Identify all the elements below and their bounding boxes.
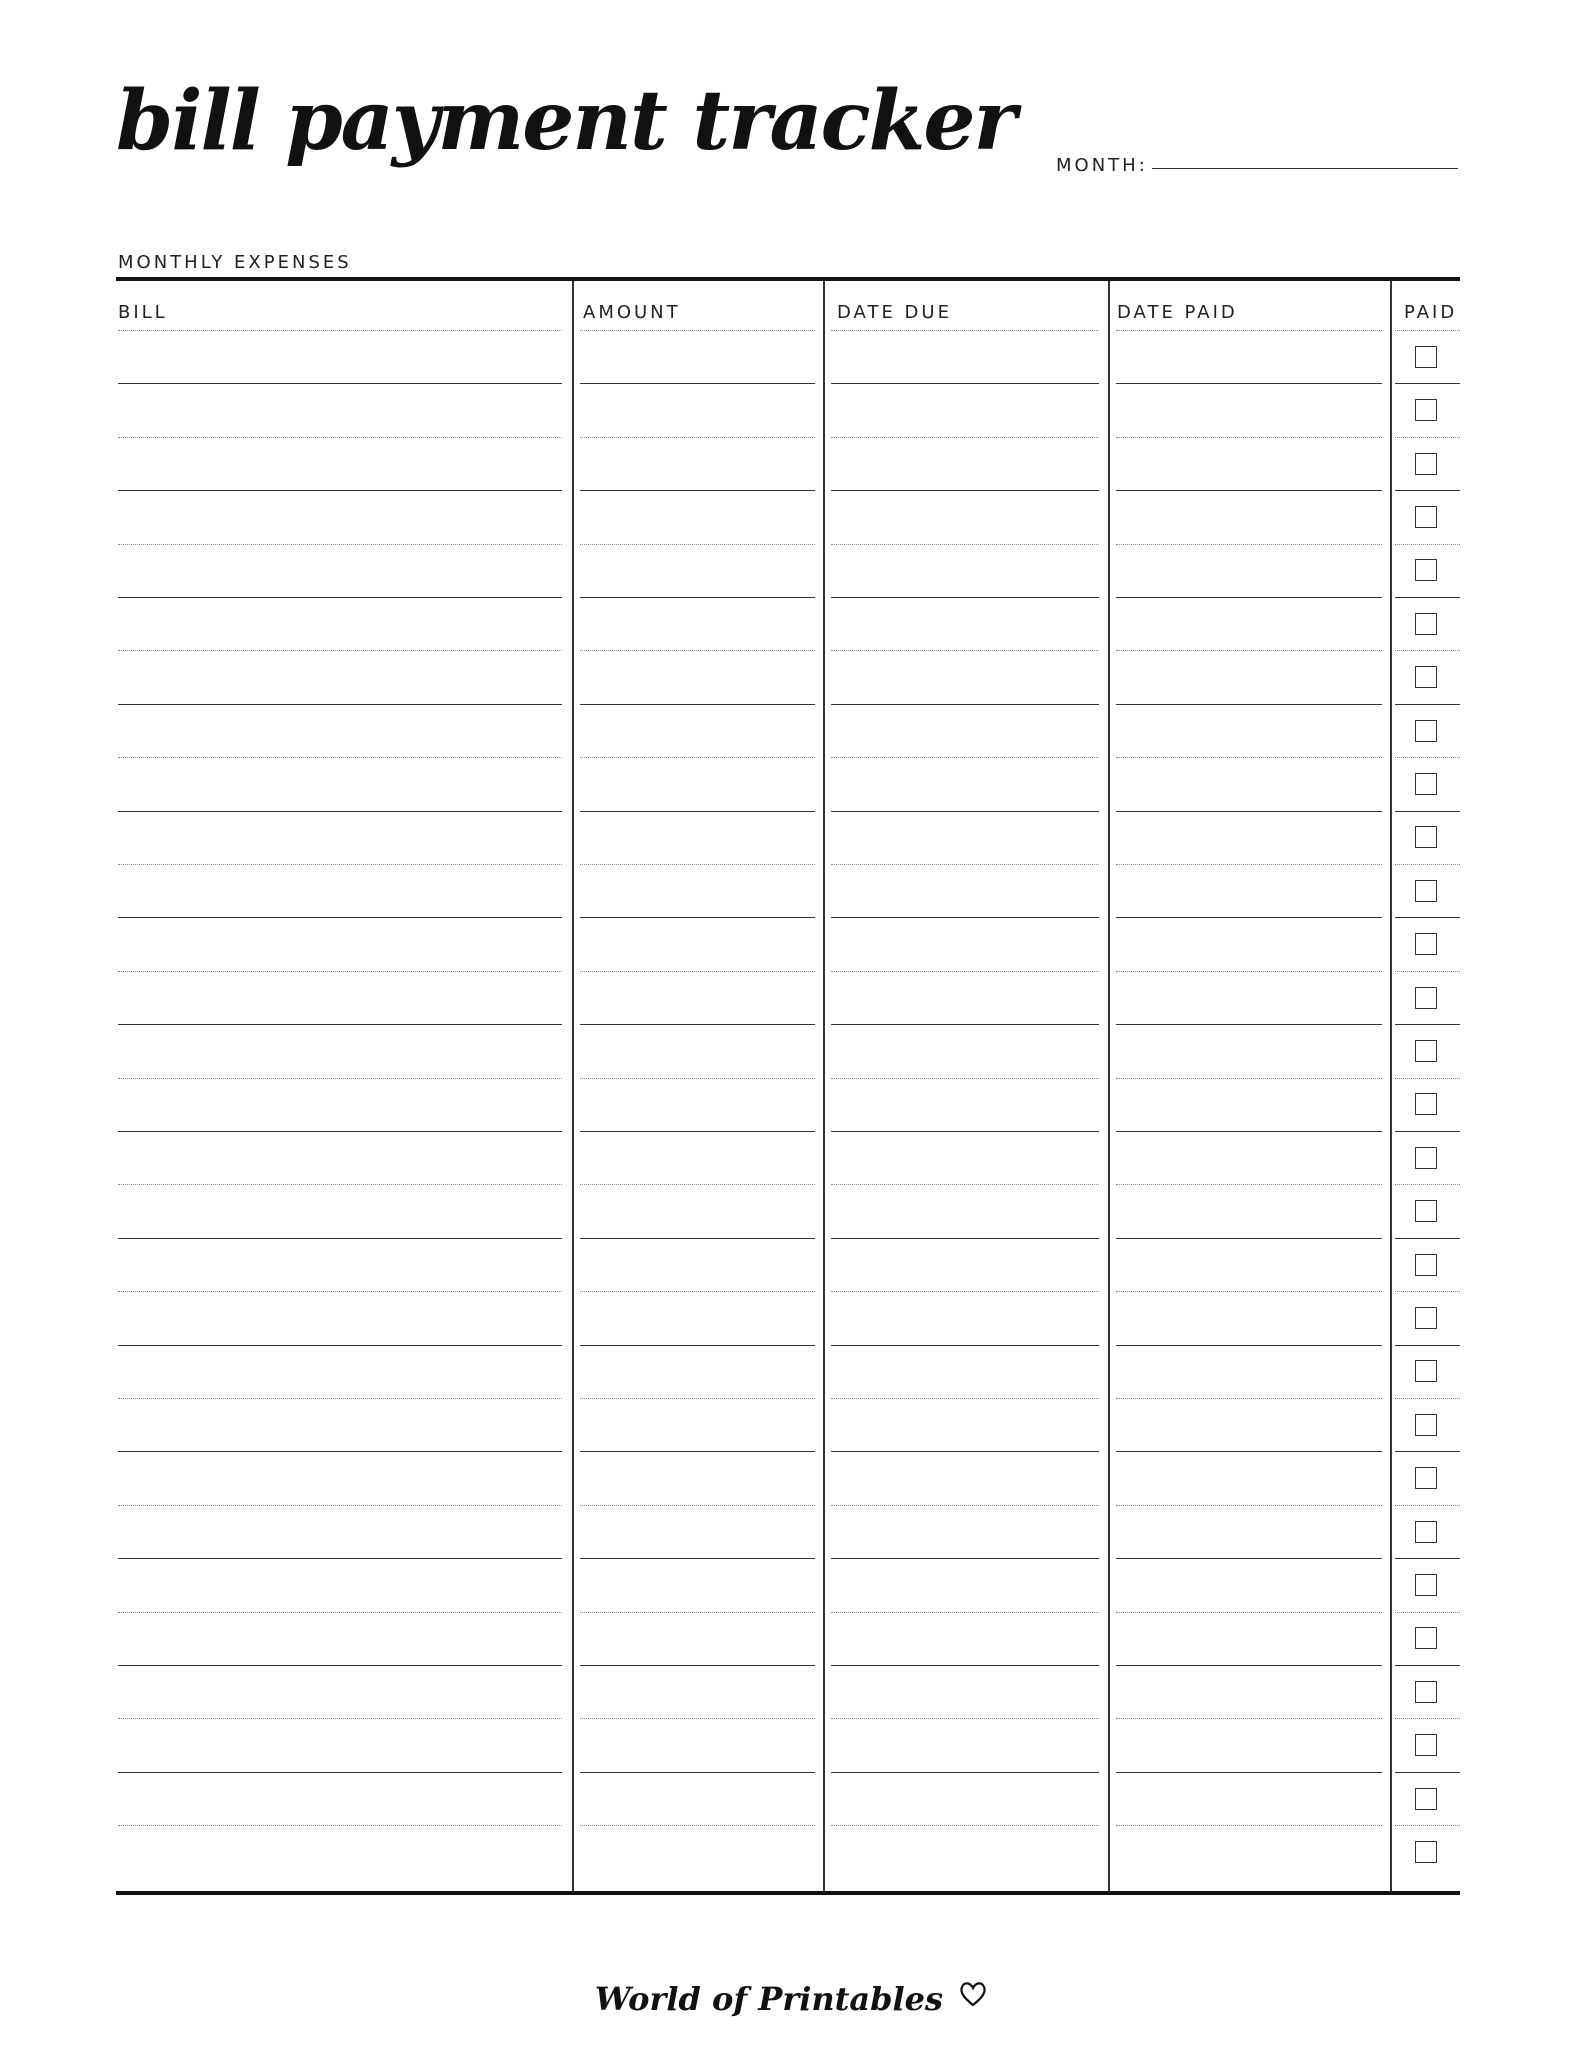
row-dotted-line	[1395, 1505, 1460, 1506]
paid-checkbox[interactable]	[1415, 1414, 1437, 1436]
row-dotted-line	[831, 757, 1099, 758]
row-solid-line	[1395, 1772, 1460, 1773]
row-dotted-line	[580, 971, 815, 972]
column-divider	[1390, 281, 1392, 1891]
row-solid-line	[1116, 1558, 1382, 1559]
row-dotted-line	[118, 1505, 562, 1506]
row-solid-line	[831, 811, 1099, 812]
bill-table	[116, 277, 1460, 1897]
table-top-rule	[116, 277, 1460, 281]
column-header-date-due: DATE DUE	[837, 302, 952, 323]
row-dotted-line	[580, 1612, 815, 1613]
row-solid-line	[831, 1238, 1099, 1239]
row-solid-line	[118, 1024, 562, 1025]
row-solid-line	[1116, 383, 1382, 384]
row-dotted-line	[580, 1291, 815, 1292]
paid-checkbox[interactable]	[1415, 880, 1437, 902]
paid-checkbox[interactable]	[1415, 1467, 1437, 1489]
row-dotted-line	[831, 1291, 1099, 1292]
column-divider	[572, 281, 574, 1891]
row-dotted-line	[1116, 1398, 1382, 1399]
paid-checkbox[interactable]	[1415, 399, 1437, 421]
table-bottom-rule	[116, 1891, 1460, 1895]
row-solid-line	[831, 917, 1099, 918]
row-dotted-line	[580, 1718, 815, 1719]
paid-checkbox[interactable]	[1415, 1360, 1437, 1382]
row-dotted-line	[1395, 1291, 1460, 1292]
row-solid-line	[1395, 383, 1460, 384]
row-dotted-line	[831, 1825, 1099, 1826]
row-dotted-line	[580, 1184, 815, 1185]
brand-name: World of Printables	[594, 1980, 944, 2018]
row-dotted-line	[580, 544, 815, 545]
row-solid-line	[580, 597, 815, 598]
column-header-date-paid: DATE PAID	[1117, 302, 1238, 323]
footer-brand	[0, 1980, 1583, 2018]
row-dotted-line	[1395, 1184, 1460, 1185]
row-solid-line	[1395, 1345, 1460, 1346]
row-dotted-line	[580, 864, 815, 865]
header-dotted-line	[1395, 330, 1460, 331]
row-dotted-line	[1395, 864, 1460, 865]
row-dotted-line	[831, 1505, 1099, 1506]
row-dotted-line	[118, 1078, 562, 1079]
row-dotted-line	[831, 864, 1099, 865]
row-dotted-line	[831, 437, 1099, 438]
row-solid-line	[580, 1238, 815, 1239]
row-solid-line	[580, 1131, 815, 1132]
row-solid-line	[1116, 1238, 1382, 1239]
header-dotted-line	[831, 330, 1099, 331]
row-dotted-line	[831, 1184, 1099, 1185]
row-solid-line	[1395, 811, 1460, 812]
row-dotted-line	[1395, 650, 1460, 651]
row-solid-line	[831, 1665, 1099, 1666]
row-solid-line	[1116, 1024, 1382, 1025]
row-dotted-line	[831, 1718, 1099, 1719]
row-solid-line	[1395, 1024, 1460, 1025]
row-dotted-line	[1395, 757, 1460, 758]
row-dotted-line	[831, 1078, 1099, 1079]
row-solid-line	[831, 1772, 1099, 1773]
row-dotted-line	[118, 544, 562, 545]
row-dotted-line	[118, 1825, 562, 1826]
row-dotted-line	[1116, 1718, 1382, 1719]
row-solid-line	[580, 917, 815, 918]
paid-checkbox[interactable]	[1415, 1788, 1437, 1810]
paid-checkbox[interactable]	[1415, 453, 1437, 475]
row-dotted-line	[580, 650, 815, 651]
row-dotted-line	[1116, 650, 1382, 651]
paid-checkbox[interactable]	[1415, 666, 1437, 688]
paid-checkbox[interactable]	[1415, 1147, 1437, 1169]
paid-checkbox[interactable]	[1415, 613, 1437, 635]
row-solid-line	[831, 1024, 1099, 1025]
row-dotted-line	[1395, 1718, 1460, 1719]
row-solid-line	[580, 1345, 815, 1346]
row-solid-line	[580, 811, 815, 812]
row-dotted-line	[1395, 971, 1460, 972]
column-divider	[823, 281, 825, 1891]
row-solid-line	[1116, 1451, 1382, 1452]
row-dotted-line	[1395, 544, 1460, 545]
row-dotted-line	[580, 1398, 815, 1399]
row-solid-line	[1395, 1451, 1460, 1452]
row-solid-line	[831, 1451, 1099, 1452]
section-label: MONTHLY EXPENSES	[118, 252, 352, 273]
row-solid-line	[1116, 1345, 1382, 1346]
row-dotted-line	[1116, 1825, 1382, 1826]
row-solid-line	[1395, 917, 1460, 918]
row-solid-line	[1116, 811, 1382, 812]
row-dotted-line	[118, 864, 562, 865]
row-dotted-line	[580, 1825, 815, 1826]
row-solid-line	[1395, 1131, 1460, 1132]
row-dotted-line	[118, 650, 562, 651]
row-solid-line	[831, 597, 1099, 598]
column-divider	[1108, 281, 1110, 1891]
row-dotted-line	[831, 650, 1099, 651]
row-dotted-line	[580, 1505, 815, 1506]
row-solid-line	[831, 1558, 1099, 1559]
column-header-bill: BILL	[118, 302, 168, 323]
row-solid-line	[118, 597, 562, 598]
heart-icon	[958, 1980, 988, 2008]
row-solid-line	[1395, 1238, 1460, 1239]
row-solid-line	[118, 917, 562, 918]
paid-checkbox[interactable]	[1415, 773, 1437, 795]
row-dotted-line	[118, 1398, 562, 1399]
row-dotted-line	[1395, 1612, 1460, 1613]
row-solid-line	[118, 1558, 562, 1559]
row-solid-line	[1395, 490, 1460, 491]
row-dotted-line	[831, 544, 1099, 545]
row-dotted-line	[1116, 1184, 1382, 1185]
column-header-paid: PAID	[1404, 302, 1458, 323]
row-dotted-line	[118, 757, 562, 758]
paid-checkbox[interactable]	[1415, 987, 1437, 1009]
header-dotted-line	[118, 330, 562, 331]
paid-checkbox[interactable]	[1415, 1627, 1437, 1649]
row-solid-line	[118, 1451, 562, 1452]
paid-checkbox[interactable]	[1415, 506, 1437, 528]
row-solid-line	[831, 1345, 1099, 1346]
row-solid-line	[580, 1772, 815, 1773]
row-solid-line	[118, 383, 562, 384]
paid-checkbox[interactable]	[1415, 1040, 1437, 1062]
paid-checkbox[interactable]	[1415, 1307, 1437, 1329]
row-dotted-line	[580, 757, 815, 758]
row-solid-line	[1116, 597, 1382, 598]
row-solid-line	[1395, 1558, 1460, 1559]
row-solid-line	[580, 1665, 815, 1666]
page-title: bill payment tracker	[116, 73, 1015, 169]
month-input-line[interactable]	[1152, 168, 1458, 169]
row-dotted-line	[1116, 757, 1382, 758]
row-dotted-line	[1116, 1078, 1382, 1079]
row-solid-line	[1116, 1772, 1382, 1773]
row-solid-line	[831, 1131, 1099, 1132]
row-dotted-line	[831, 1398, 1099, 1399]
row-dotted-line	[580, 1078, 815, 1079]
paid-checkbox[interactable]	[1415, 1093, 1437, 1115]
header-dotted-line	[580, 330, 815, 331]
month-label: MONTH:	[1056, 155, 1148, 176]
row-dotted-line	[1116, 1505, 1382, 1506]
header-dotted-line	[1116, 330, 1382, 331]
paid-checkbox[interactable]	[1415, 1254, 1437, 1276]
row-solid-line	[118, 1131, 562, 1132]
row-dotted-line	[1395, 1398, 1460, 1399]
paid-checkbox[interactable]	[1415, 1841, 1437, 1863]
row-dotted-line	[1395, 1825, 1460, 1826]
row-dotted-line	[1395, 1078, 1460, 1079]
paid-checkbox[interactable]	[1415, 1521, 1437, 1543]
row-dotted-line	[1116, 544, 1382, 545]
row-solid-line	[831, 383, 1099, 384]
row-solid-line	[580, 1451, 815, 1452]
row-solid-line	[118, 1345, 562, 1346]
row-solid-line	[1116, 1131, 1382, 1132]
paid-checkbox[interactable]	[1415, 346, 1437, 368]
paid-checkbox[interactable]	[1415, 1574, 1437, 1596]
paid-checkbox[interactable]	[1415, 559, 1437, 581]
row-dotted-line	[118, 1718, 562, 1719]
row-solid-line	[1116, 490, 1382, 491]
row-solid-line	[1395, 1665, 1460, 1666]
row-solid-line	[1116, 917, 1382, 918]
row-solid-line	[831, 490, 1099, 491]
row-solid-line	[580, 490, 815, 491]
row-solid-line	[580, 1558, 815, 1559]
paid-checkbox[interactable]	[1415, 1734, 1437, 1756]
row-dotted-line	[1116, 971, 1382, 972]
row-solid-line	[1395, 597, 1460, 598]
paid-checkbox[interactable]	[1415, 1200, 1437, 1222]
row-solid-line	[118, 811, 562, 812]
row-solid-line	[1116, 1665, 1382, 1666]
row-solid-line	[1116, 704, 1382, 705]
column-header-amount: AMOUNT	[583, 302, 681, 323]
row-dotted-line	[831, 1612, 1099, 1613]
row-solid-line	[1395, 704, 1460, 705]
paid-checkbox[interactable]	[1415, 1681, 1437, 1703]
row-solid-line	[580, 383, 815, 384]
row-dotted-line	[831, 971, 1099, 972]
paid-checkbox[interactable]	[1415, 720, 1437, 742]
row-solid-line	[118, 1665, 562, 1666]
row-dotted-line	[118, 1612, 562, 1613]
paid-checkbox[interactable]	[1415, 826, 1437, 848]
row-solid-line	[118, 1238, 562, 1239]
row-dotted-line	[118, 1291, 562, 1292]
row-solid-line	[118, 1772, 562, 1773]
row-dotted-line	[118, 971, 562, 972]
row-dotted-line	[580, 437, 815, 438]
row-solid-line	[831, 704, 1099, 705]
row-solid-line	[118, 490, 562, 491]
row-solid-line	[580, 1024, 815, 1025]
row-dotted-line	[1116, 1291, 1382, 1292]
row-dotted-line	[1116, 1612, 1382, 1613]
row-dotted-line	[118, 1184, 562, 1185]
paid-checkbox[interactable]	[1415, 933, 1437, 955]
row-solid-line	[580, 704, 815, 705]
row-dotted-line	[1395, 437, 1460, 438]
row-dotted-line	[1116, 437, 1382, 438]
row-dotted-line	[118, 437, 562, 438]
row-solid-line	[118, 704, 562, 705]
row-dotted-line	[1116, 864, 1382, 865]
